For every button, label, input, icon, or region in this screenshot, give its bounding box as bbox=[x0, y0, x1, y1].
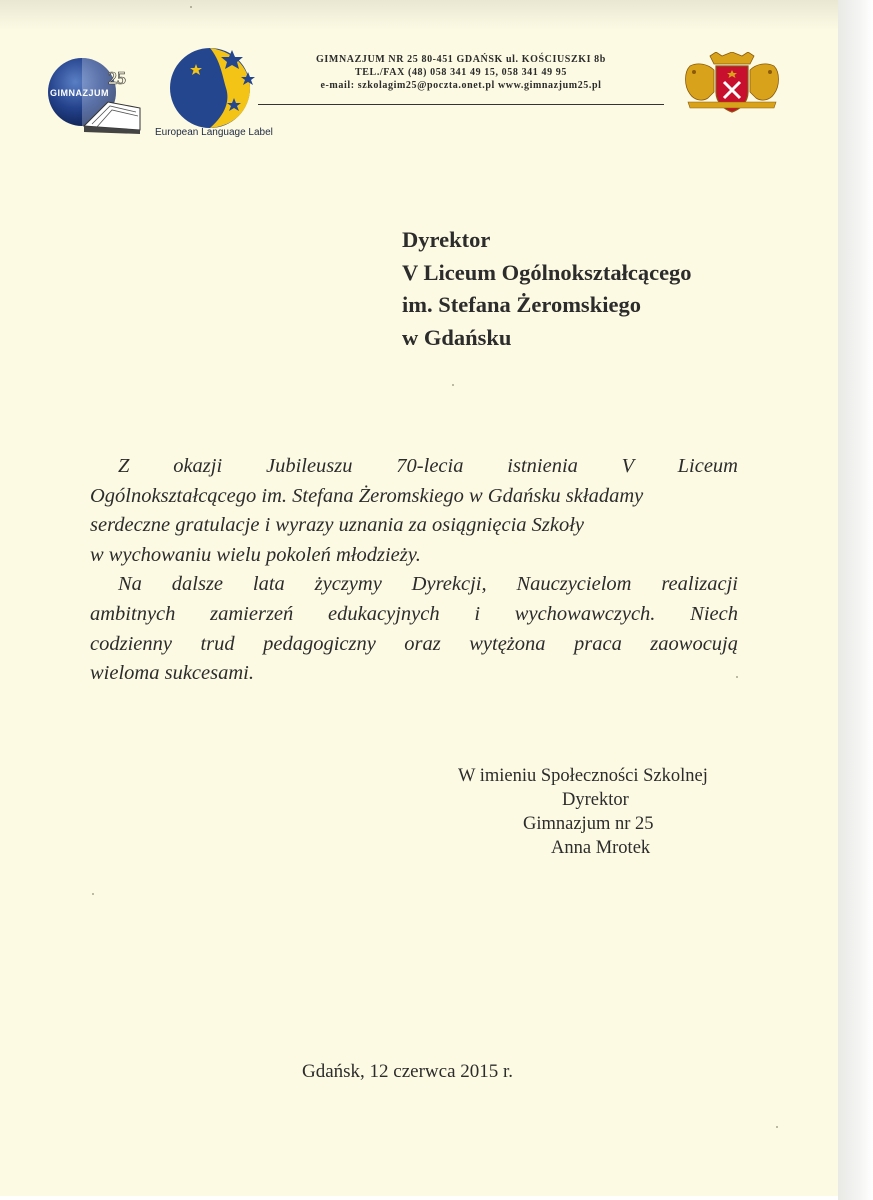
scan-speck bbox=[736, 676, 738, 678]
addressee-line: w Gdańsku bbox=[402, 324, 512, 350]
addressee-line: im. Stefana Żeromskiego bbox=[402, 292, 641, 317]
letter-body bbox=[90, 452, 738, 689]
addressee-block bbox=[402, 224, 692, 354]
letterhead-rule bbox=[258, 104, 664, 105]
signature-line: W imieniu Społeczności Szkolnej bbox=[458, 766, 708, 786]
signature-line: Dyrektor bbox=[562, 790, 629, 810]
gimnazjum-25-logo bbox=[48, 52, 148, 136]
letterhead-address: GIMNAZJUM NR 25 80-451 GDAŃSK ul. KOŚCIUSZKI 8b bbox=[316, 54, 606, 65]
body-line: serdeczne gratulacje i wyrazy uznania za osiągnięcia Szkoły bbox=[90, 514, 585, 537]
scan-speck bbox=[92, 893, 94, 895]
letterhead bbox=[256, 53, 666, 92]
svg-text:25: 25 bbox=[108, 68, 126, 88]
body-line: Ogólnokształcącego im. Stefana Żeromskiego w Gdańsku składamy bbox=[90, 484, 644, 507]
body-line: Z okazji Jubileuszu 70-lecia istnienia V Liceum bbox=[118, 455, 738, 477]
signature-line: Gimnazjum nr 25 bbox=[523, 814, 654, 834]
addressee-line: Dyrektor bbox=[402, 227, 491, 252]
body-line: codzienny trud pedagogiczny oraz wytężona praca zaowocują bbox=[90, 632, 738, 655]
signature-block bbox=[440, 764, 740, 860]
body-line: ambitnych zamierzeń edukacyjnych i wychowawczych. Niech bbox=[90, 602, 738, 625]
signature-line: Anna Mrotek bbox=[551, 838, 651, 858]
letterhead-phone: TEL./FAX (48) 058 341 49 15, 058 341 49 95 bbox=[355, 67, 567, 78]
addressee-line: V Liceum Ogólnokształcącego bbox=[402, 259, 692, 285]
body-line: wieloma sukcesami. bbox=[90, 662, 254, 685]
scan-speck bbox=[190, 6, 192, 8]
body-line: Na dalsze lata życzymy Dyrekcji, Nauczycielom realizacji bbox=[118, 573, 738, 596]
ell-caption: European Language Label bbox=[155, 127, 273, 138]
svg-text:GIMNAZJUM: GIMNAZJUM bbox=[50, 88, 109, 98]
gdansk-coat-of-arms bbox=[680, 52, 784, 114]
letter-date: Gdańsk, 12 czerwca 2015 r. bbox=[302, 1061, 514, 1082]
scan-speck bbox=[452, 384, 454, 386]
letterhead-email-web: e-mail: szkolagim25@poczta.onet.pl www.gimnazjum25.pl bbox=[320, 80, 602, 91]
scan-margin bbox=[838, 0, 873, 1200]
body-line: w wychowaniu wielu pokoleń młodzieży. bbox=[90, 543, 421, 566]
paper-fold-shadow bbox=[0, 0, 838, 30]
scan-speck bbox=[776, 1126, 778, 1128]
